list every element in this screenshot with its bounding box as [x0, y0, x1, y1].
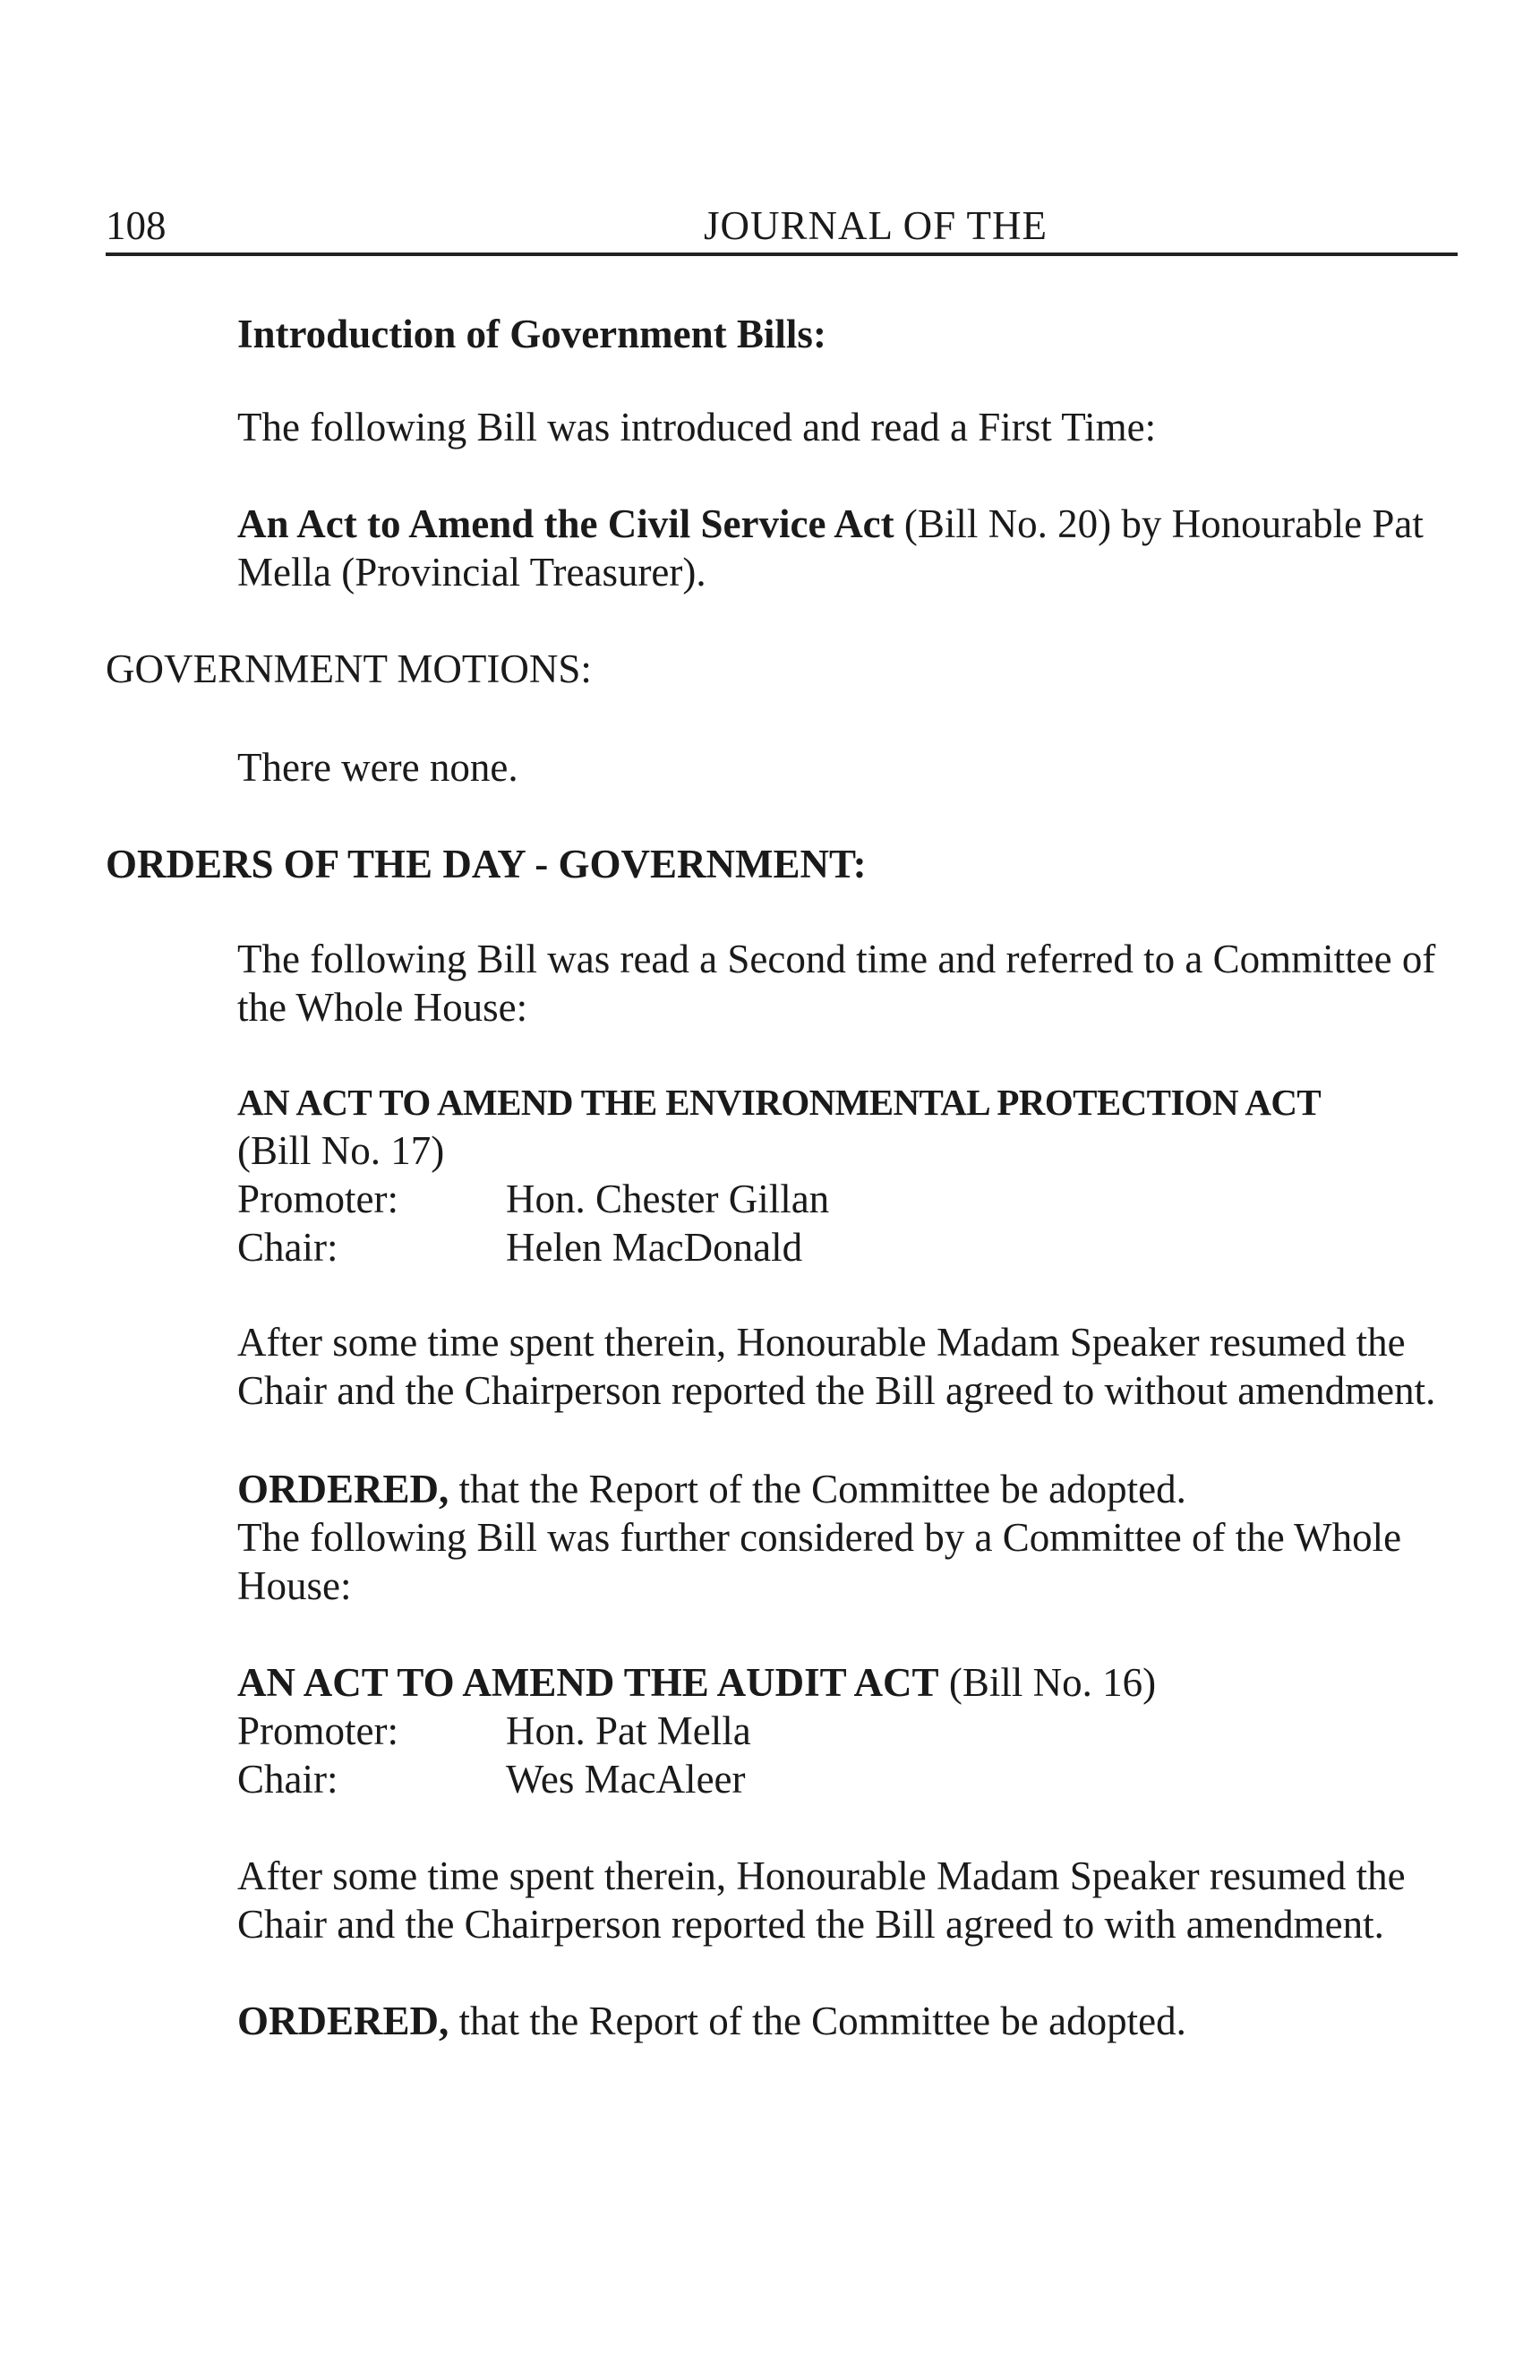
- bill-17-further-line1: The following Bill was further considered by a Committee of the Whole: [237, 1515, 1402, 1560]
- bill-16-ordered-text: that the Report of the Committee be adopted.: [449, 1999, 1186, 2043]
- orders-of-day-intro: [237, 935, 1455, 1032]
- bill-16-report-line1: After some time spent therein, Honourable Madam Speaker resumed the: [237, 1853, 1406, 1898]
- bill-16-chair-row: [237, 1755, 1455, 1803]
- bill-17-promoter-label: Promoter:: [237, 1177, 398, 1221]
- bill-16-report-line2: Chair and the Chairperson reported the Bill agreed to with amendment.: [237, 1902, 1384, 1947]
- civil-service-bill: [237, 500, 1455, 596]
- orders-of-day-intro-line1: The following Bill was read a Second time and referred to a Committee of: [237, 937, 1436, 981]
- bill-16-promoter-label: Promoter:: [237, 1708, 398, 1753]
- orders-of-day-heading: ORDERS OF THE DAY - GOVERNMENT:: [106, 842, 867, 886]
- bill-17-promoter: Hon. Chester Gillan: [506, 1177, 830, 1221]
- bill-17-ordered-label: ORDERED,: [237, 1467, 449, 1511]
- civil-service-bill-line1: [237, 500, 1455, 548]
- bill-17-report-line1: After some time spent therein, Honourable Madam Speaker resumed the: [237, 1320, 1406, 1365]
- intro-heading: Introduction of Government Bills:: [237, 312, 826, 356]
- bill-16-number: (Bill No. 16): [938, 1660, 1157, 1705]
- government-motions-heading: GOVERNMENT MOTIONS:: [106, 646, 592, 691]
- civil-service-bill-rest: (Bill No. 20) by Honourable Pat: [894, 501, 1424, 546]
- bill-17-ordered-text: that the Report of the Committee be adopted.: [449, 1467, 1186, 1511]
- bill-16-heading-line: [237, 1658, 1455, 1707]
- bill-17-promoter-row: [237, 1175, 1455, 1223]
- civil-service-bill-line2: Mella (Provincial Treasurer).: [237, 550, 706, 595]
- bill-17-ordered-line: [237, 1465, 1455, 1513]
- bill-17-block: [237, 1078, 1455, 1271]
- bill-17-further-line2: House:: [237, 1563, 352, 1608]
- bill-17-chair-label: Chair:: [237, 1225, 338, 1270]
- bill-17-report: [237, 1318, 1455, 1415]
- bill-16-chair-label: Chair:: [237, 1757, 338, 1802]
- bill-16-block: [237, 1658, 1455, 1803]
- page-number: 108: [106, 203, 167, 248]
- orders-of-day-intro-line2: the Whole House:: [237, 985, 528, 1030]
- bill-16-promoter-row: [237, 1707, 1455, 1755]
- government-motions-text: There were none.: [237, 745, 518, 790]
- intro-text: The following Bill was introduced and read a First Time:: [237, 405, 1157, 449]
- bill-17-title: AN ACT TO AMEND THE ENVIRONMENTAL PROTECTION ACT: [237, 1082, 1322, 1123]
- bill-16-report: [237, 1852, 1455, 1948]
- journal-title: JOURNAL OF THE: [704, 203, 1048, 248]
- bill-16-promoter: Hon. Pat Mella: [506, 1708, 751, 1753]
- bill-17-number: (Bill No. 17): [237, 1128, 445, 1173]
- civil-service-bill-title: An Act to Amend the Civil Service Act: [237, 501, 894, 546]
- bill-17-report-line2: Chair and the Chairperson reported the Bill agreed to without amendment.: [237, 1368, 1436, 1413]
- bill-16-title: AN ACT TO AMEND THE AUDIT ACT: [237, 1660, 939, 1705]
- bill-16-ordered: [237, 1997, 1455, 2045]
- bill-17-ordered: [237, 1465, 1455, 1610]
- bill-16-chair: Wes MacAleer: [506, 1757, 746, 1802]
- bill-16-ordered-label: ORDERED,: [237, 1999, 449, 2043]
- bill-17-chair: Helen MacDonald: [506, 1225, 803, 1270]
- running-head: [106, 199, 1458, 256]
- bill-17-chair-row: [237, 1223, 1455, 1271]
